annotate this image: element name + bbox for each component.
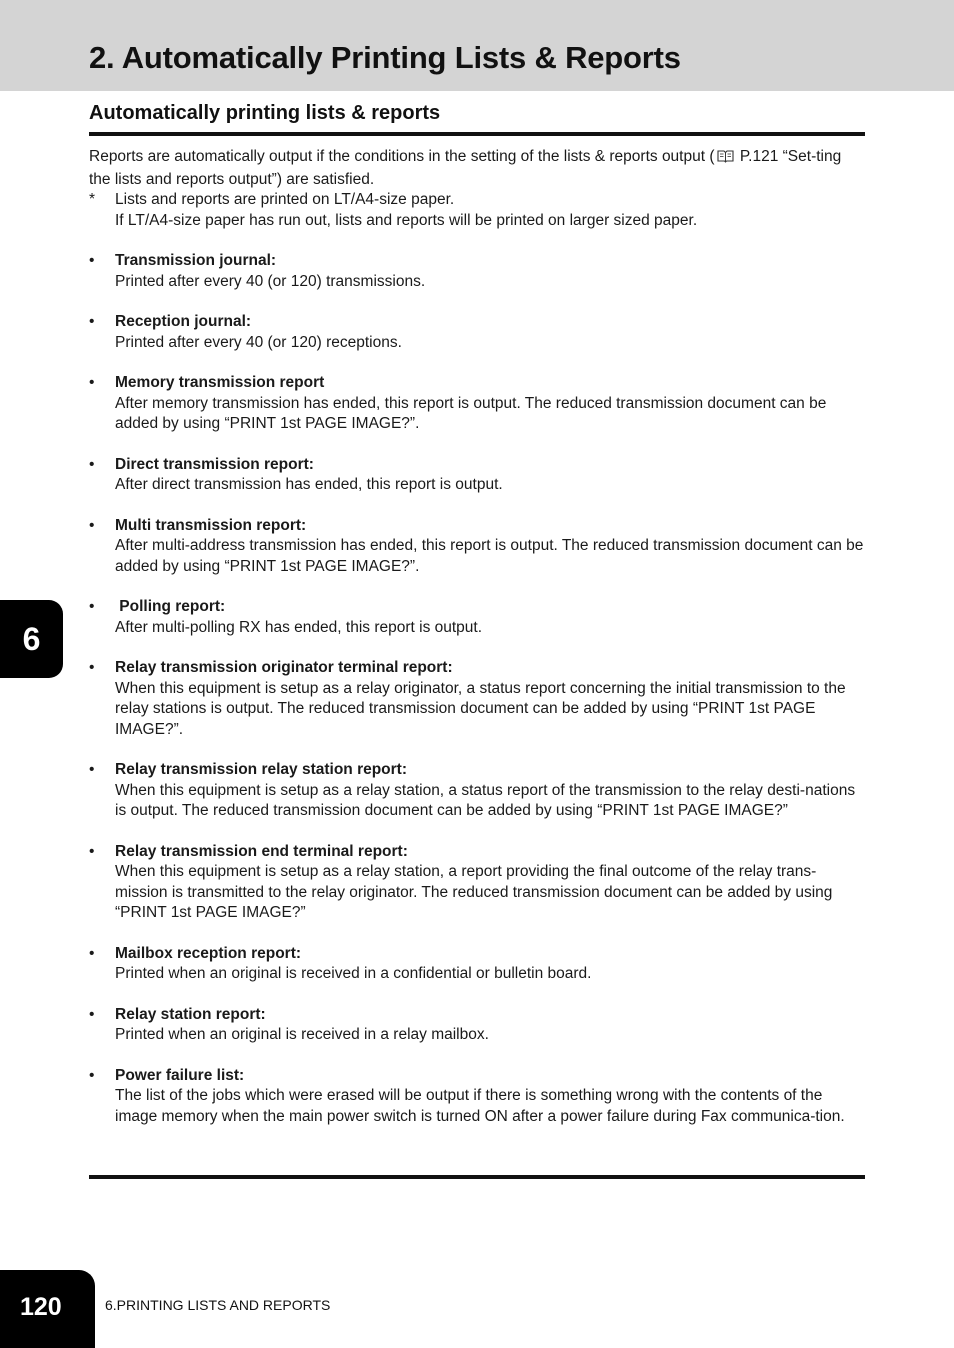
bullet-icon: • — [89, 659, 95, 676]
list-item — [89, 455, 865, 496]
item-description: The list of the jobs which were erased will be output if there is something wrong with the contents of the image memory when the main power switch is turned ON after a power failure during Fax communica-tion. — [115, 1087, 845, 1125]
bullet-icon: • — [89, 252, 95, 269]
item-description: Printed when an original is received in a relay mailbox. — [115, 1026, 489, 1043]
item-description: Printed after every 40 (or 120) transmissions. — [115, 272, 426, 290]
item-description: Printed when an original is received in a confidential or bulletin board. — [115, 965, 592, 982]
list-item — [89, 251, 865, 292]
section-top-rule — [89, 132, 865, 136]
list-item — [89, 944, 865, 985]
item-title: Mailbox reception report: — [115, 944, 302, 962]
list-item — [89, 1005, 865, 1046]
item-title: Relay transmission end terminal report: — [115, 842, 408, 860]
intro-text-after: P.121 “Set-ting the lists and reports output”) are satisfied. — [89, 148, 842, 188]
book-reference-icon — [717, 149, 734, 170]
item-title: Direct transmission report: — [115, 455, 314, 473]
item-description: When this equipment is setup as a relay originator, a status report concerning the initial transmission to the relay stations is output. The reduced transmission document can be added by using “PRINT 1st PAGE IMAGE?”. — [115, 679, 846, 738]
item-title: Transmission journal: — [115, 252, 277, 269]
item-title: Multi transmission report: — [115, 516, 307, 534]
bullet-icon: • — [89, 516, 95, 534]
item-description: After memory transmission has ended, this report is output. The reduced transmission document can be added by using “PRINT 1st PAGE IMAGE?”. — [115, 394, 827, 432]
bullet-icon: • — [89, 374, 95, 391]
item-description: When this equipment is setup as a relay station, a report providing the final outcome of the relay trans-mission is transmitted to the relay originator. The reduced transmission document can be added by using “PRINT 1st PAGE IMAGE?” — [115, 863, 833, 921]
bullet-icon: • — [89, 598, 95, 615]
section-bottom-rule — [89, 1175, 865, 1179]
bullet-icon: • — [89, 842, 95, 860]
list-item — [89, 842, 865, 924]
bullet-icon: • — [89, 944, 95, 962]
item-description: When this equipment is setup as a relay station, a status report of the transmission to the relay desti-nations is output. The reduced transmission document can be added by using “PRINT 1st PAGE IMAGE?” — [115, 781, 856, 819]
bullet-icon: • — [89, 455, 95, 473]
bullet-icon: • — [89, 1066, 95, 1084]
list-item — [89, 760, 865, 822]
item-description: Printed after every 40 (or 120) receptions. — [115, 333, 402, 351]
list-item — [89, 658, 865, 740]
main-content — [89, 147, 865, 1147]
section-title: Automatically printing lists & reports — [89, 102, 441, 124]
bullet-icon: • — [89, 313, 95, 330]
item-title: Power failure list: — [115, 1066, 245, 1084]
note-line: If LT/A4-size paper has run out, lists and reports will be printed on larger sized paper. — [115, 211, 698, 229]
item-title: Polling report: — [115, 598, 226, 615]
item-title: Relay station report: — [115, 1005, 266, 1023]
page-number-tab — [0, 1270, 95, 1348]
note-body — [115, 190, 865, 231]
page-number: 120 — [20, 1293, 62, 1321]
note-line: Lists and reports are printed on LT/A4-size paper. — [115, 191, 455, 208]
item-title: Relay transmission relay station report: — [115, 761, 408, 778]
list-item — [89, 1066, 865, 1128]
list-item — [89, 312, 865, 353]
chapter-tab: 6 — [0, 600, 63, 678]
report-list — [89, 251, 865, 1127]
footer-chapter-label: 6.PRINTING LISTS AND REPORTS — [105, 1297, 331, 1313]
paper-size-note — [89, 190, 865, 231]
item-title: Reception journal: — [115, 313, 252, 330]
intro-paragraph — [89, 147, 865, 190]
list-item — [89, 516, 865, 578]
bullet-icon: • — [89, 1005, 95, 1023]
chapter-title: 2. Automatically Printing Lists & Reports — [89, 40, 681, 75]
item-title: Relay transmission originator terminal report: — [115, 659, 453, 676]
intro-text-before: Reports are automatically output if the conditions in the setting of the lists & reports output ( — [89, 148, 715, 165]
bullet-icon: • — [89, 761, 95, 778]
item-description: After multi-address transmission has ended, this report is output. The reduced transmission document can be added by using “PRINT 1st PAGE IMAGE?”. — [115, 537, 864, 575]
list-item — [89, 597, 865, 638]
note-asterisk: * — [89, 191, 96, 208]
list-item — [89, 373, 865, 435]
item-description: After multi-polling RX has ended, this report is output. — [115, 618, 483, 636]
item-title: Memory transmission report — [115, 374, 325, 391]
item-description: After direct transmission has ended, this report is output. — [115, 476, 503, 493]
